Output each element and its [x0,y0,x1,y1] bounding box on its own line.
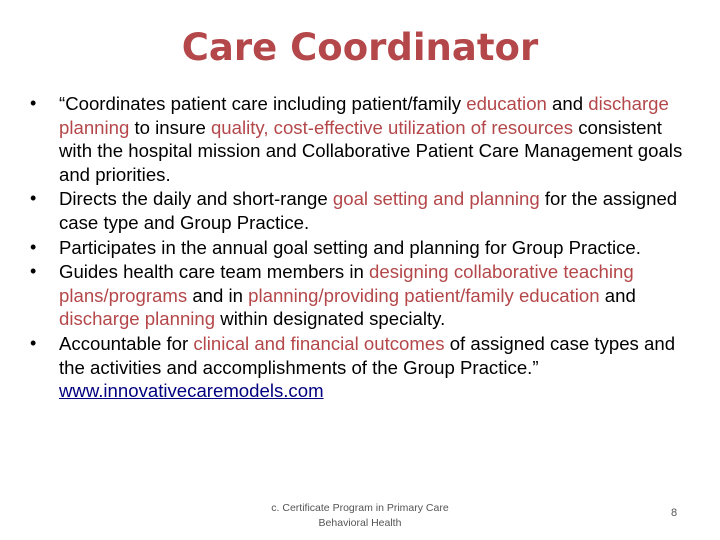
highlighted-text: goal setting and planning [332,188,540,210]
bullet-text: “Coordinates patient care including patient/family [59,93,467,114]
bullet-text: Participates in the annual goal setting and planning for Group Practice. [59,236,641,258]
highlighted-text: designing collaborative teaching plans/programs [59,261,634,306]
slide-title: Care Coordinator [181,26,539,69]
bullet-dot-icon: • [30,93,37,113]
highlighted-text: discharge planning [59,308,216,330]
highlighted-text: planning/providing patient/family education [248,284,600,306]
bullet-dot-icon: • [30,261,37,282]
bullet-text: Accountable for [59,332,194,354]
bullet-text: of assigned case types and the activities and accomplishments of the Group Practice.” [59,332,676,378]
bullet-item [30,236,700,260]
bullet-text: for the assigned case type and Group Practice. [59,188,678,233]
page-number: 8 [670,507,678,519]
bullet-text: within designated specialty. [215,308,446,330]
bullet-item [30,92,700,186]
bullet-text: and [599,284,636,306]
highlighted-text: clinical and financial outcomes [193,332,445,354]
bullet-text: consistent with the hospital mission and Collaborative Patient Care Management goals and priorities. [59,116,683,185]
bullet-text: to insure [129,116,211,138]
bullet-text: Guides health care team members in [59,261,370,283]
source-link[interactable]: www.innovativecaremodels.com [59,380,324,402]
bullet-dot-icon: • [30,236,37,257]
bullet-text: and [546,93,589,114]
highlighted-text: quality, cost-effective utilization of resources [210,116,574,138]
bullet-text: and in [187,284,249,306]
highlighted-text: education [466,93,547,114]
bullet-dot-icon: • [30,188,37,209]
bullet-item [30,260,700,331]
bullet-item [30,187,700,234]
bullet-text: Directs the daily and short-range [59,188,333,210]
slide-footer: c. Certificate Program in Primary Care Behavioral Health [271,502,449,529]
bullet-item [30,332,700,403]
highlighted-text: discharge planning [59,93,669,138]
bullet-list [30,92,700,404]
bullet-dot-icon: • [30,332,37,353]
